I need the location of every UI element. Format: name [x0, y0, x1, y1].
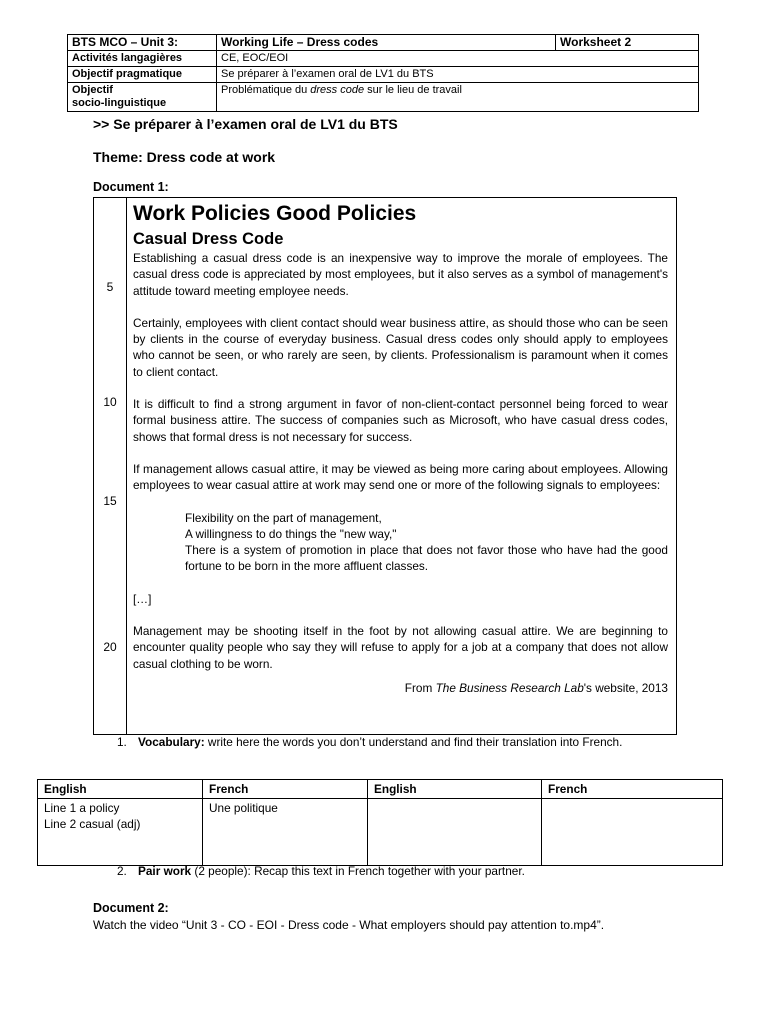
line-number: 15 — [103, 494, 117, 508]
ellipsis: […] — [133, 591, 152, 606]
document1-text — [133, 200, 668, 696]
course-cell: BTS MCO – Unit 3: — [68, 35, 217, 51]
line-number: 10 — [103, 395, 117, 409]
question-1: 1. Vocabulary: write here the words you don’t understand and find their translation into French. — [117, 735, 623, 749]
vocabulary-table — [37, 779, 723, 866]
column-header: French — [542, 780, 723, 799]
vocab-cell-english-1[interactable]: Line 1 a policy Line 2 casual (adj) — [38, 799, 203, 866]
topic-cell: Working Life – Dress codes — [217, 35, 556, 51]
column-header: English — [38, 780, 203, 799]
vocab-cell-french-2[interactable] — [542, 799, 723, 866]
article-source: From The Business Research Lab's website, 2013 — [404, 680, 668, 695]
vocab-cell-french-1[interactable]: Une politique — [203, 799, 368, 866]
paragraph-5: Management may be shooting itself in the foot by not allowing casual attire. We are beginning to encounter quality people who say they will refuse to apply for a job at a company that does not allow casual clothing to be worn. — [133, 624, 668, 671]
worksheet-cell: Worksheet 2 — [556, 35, 699, 51]
paragraph-4: If management allows casual attire, it may be viewed as being more caring about employees. Allowing employees to wear casual attire at work may send one or more of the following signals to employees: — [133, 461, 668, 493]
sociolinguistic-label: Objectif socio-linguistique — [68, 83, 217, 112]
article-title: Work Policies Good Policies — [133, 202, 417, 225]
vocab-cell-english-2[interactable] — [368, 799, 542, 866]
paragraph-1: Establishing a casual dress code is an inexpensive way to improve the morale of employees. The casual dress code is appreciated by most employees, but it also serves as a symbol of management's attitude toward meeting employee needs. — [133, 251, 668, 298]
article-subtitle: Casual Dress Code — [133, 230, 284, 248]
signals-list: Flexibility on the part of management, A willingness to do things the "new way," There is a system of promotion in place that does not favor those who have had the good fortune to be born in the more affluent classes. — [185, 510, 668, 574]
question-2: 2. Pair work (2 people): Recap this text in French together with your partner. — [117, 864, 525, 878]
activities-label: Activités langagières — [68, 51, 217, 67]
sociolinguistic-value: Problématique du dress code sur le lieu de travail — [217, 83, 699, 112]
prepare-heading: >> Se préparer à l’examen oral de LV1 du BTS — [93, 116, 398, 132]
activities-value: CE, EOC/EOI — [217, 51, 699, 67]
document1-label: Document 1: — [93, 180, 169, 194]
line-number: 20 — [103, 640, 117, 654]
theme-heading: Theme: Dress code at work — [93, 149, 276, 165]
line-number-column — [94, 198, 127, 734]
header-table — [67, 34, 699, 112]
paragraph-3: It is difficult to find a strong argument in favor of non-client-contact personnel being forced to wear formal business attire. The success of companies such as Microsoft, who have casual dress codes, shows that formal dress is not necessary for success. — [133, 397, 668, 444]
document1-frame — [93, 197, 677, 735]
document2-label: Document 2: — [93, 901, 169, 915]
pragmatic-value: Se préparer à l’examen oral de LV1 du BTS — [217, 67, 699, 83]
column-header: French — [203, 780, 368, 799]
pragmatic-label: Objectif pragmatique — [68, 67, 217, 83]
document2-text: Watch the video “Unit 3 - CO - EOI - Dress code - What employers should pay attention to.mp4”. — [93, 918, 605, 932]
paragraph-2: Certainly, employees with client contact should wear business attire, as should those who can be seen by clients in the course of everyday business. Casual dress codes only should apply to employees who cannot be seen, or who rarely are seen, by clients. Professionalism is paramount when it comes to client contact. — [133, 315, 668, 379]
line-number: 5 — [106, 280, 114, 294]
column-header: English — [368, 780, 542, 799]
